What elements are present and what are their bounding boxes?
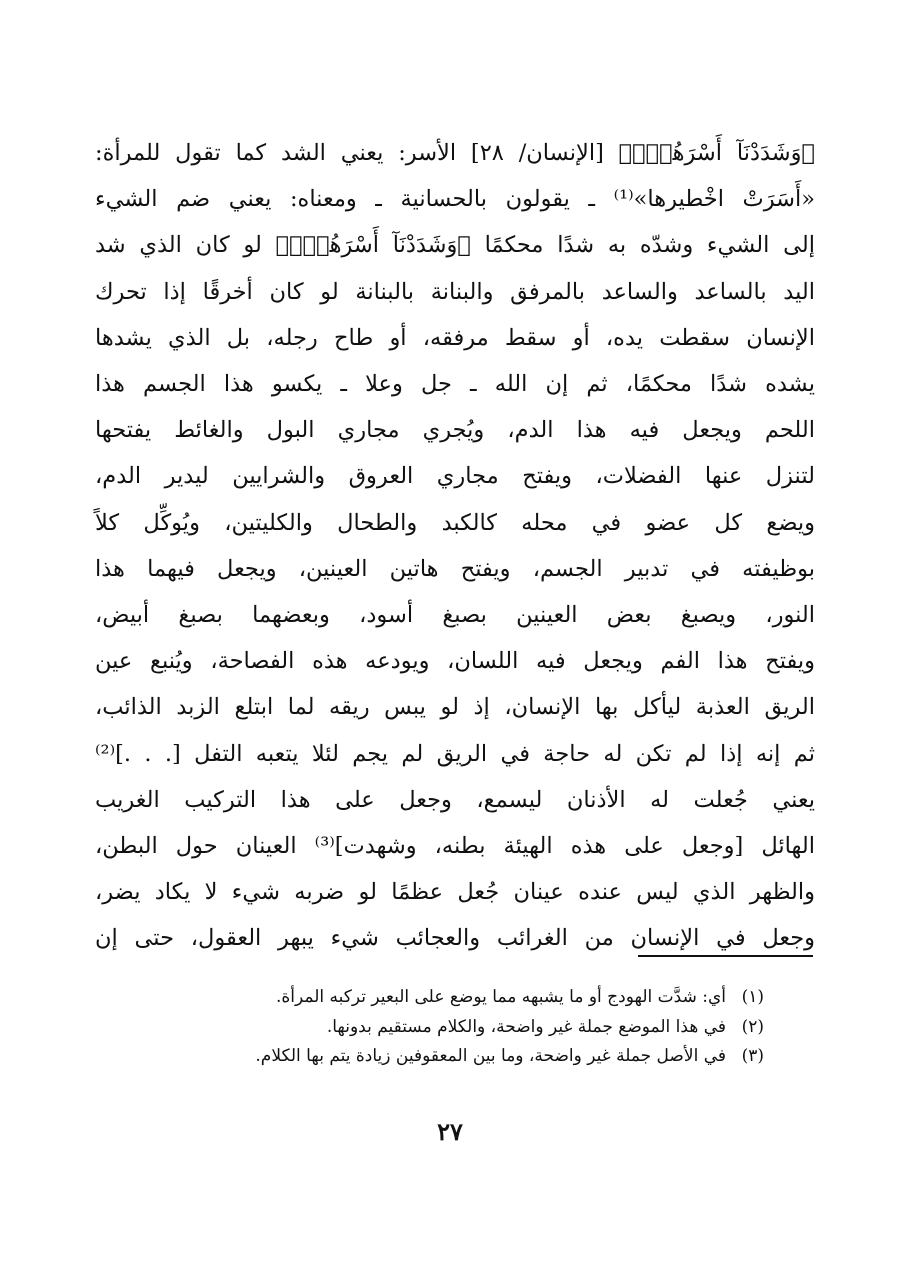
text-line: ويضع كل عضو في محله كالكبد والطحال والكليتين، ويُوكِّل كلاً — [95, 509, 815, 536]
text-line: ﴿وَشَدَدْنَآ أَسْرَهُمْۖ﴾ [الإنسان/ ٢٨] الأسر: يعني الشد كما تقول للمرأة: — [95, 140, 816, 166]
main-text-block — [95, 130, 815, 962]
text-line: اللحم ويجعل فيه هذا الدم، ويُجري مجاري البول والغائط يفتحها — [95, 417, 815, 444]
text-line: الإنسان سقطت يده، أو سقط مرفقه، أو طاح رجله، بل الذي يشدها — [95, 324, 815, 351]
page-number: ٢٧ — [437, 1117, 463, 1146]
footnote-2 — [124, 1013, 764, 1043]
footnote-number: (٢) — [741, 1016, 764, 1037]
text-line: يشده شدًا محكمًا، ثم إن الله ـ جل وعلا ـ يكسو هذا الجسم هذا — [95, 371, 815, 398]
footnote-text: في هذا الموضع جملة غير واضحة، والكلام مستقيم بدونها. — [326, 1016, 726, 1037]
text-line: لتنزل عنها الفضلات، ويفتح مجاري العروق والشرايين ليدير الدم، — [95, 463, 815, 490]
text-line: ثم إنه إذا لم تكن له حاجة في الريق لم يجم لئلا يتعبه التفل [. . .]⁽²⁾ — [95, 740, 815, 767]
text-line: والظهر الذي ليس عنده عينان جُعل عظمًا لو ضربه شيء لا يكاد يضر، — [95, 879, 815, 906]
text-line: بوظيفته في تدبير الجسم، ويفتح هاتين العينين، ويجعل فيهما هذا — [95, 555, 815, 582]
text-line: إلى الشيء وشدّه به شدًا محكمًا ﴿وَشَدَدْنَآ أَسْرَهُمْۖ﴾ لو كان الذي شد — [95, 232, 815, 259]
footnote-3 — [124, 1042, 764, 1072]
footnotes-block — [124, 983, 764, 1072]
text-line: «أَسَرَتْ اخْطيرها»⁽¹⁾ ـ يقولون بالحسانية ـ ومعناه: يعني ضم الشيء — [95, 186, 815, 213]
footnote-separator — [638, 955, 813, 957]
footnote-text: في الأصل جملة غير واضحة، وما بين المعقوفين زيادة يتم بها الكلام. — [255, 1046, 726, 1066]
footnote-text: أي: شدَّت الهودج أو ما يشبهه مما يوضع على البعير تركبه المرأة. — [275, 987, 726, 1007]
text-line: يعني جُعلت له الأذنان ليسمع، وجعل على هذا التركيب الغريب — [95, 786, 815, 813]
footnote-number: (١) — [741, 987, 764, 1007]
text-line: اليد بالساعد والساعد بالمرفق والبنانة بالبنانة لو كان أخرقًا إذا تحرك — [95, 278, 815, 305]
footnote-1 — [124, 983, 764, 1013]
text-line: النور، ويصبغ بعض العينين بصبغ أسود، وبعضهما بصبغ أبيض، — [95, 602, 815, 629]
text-line: وجعل في الإنسان من الغرائب والعجائب شيء يبهر العقول، حتى إن — [95, 925, 815, 952]
text-line: الهائل [وجعل على هذه الهيئة بطنه، وشهدت]⁽³⁾ العينان حول البطن، — [95, 833, 815, 860]
text-line: الريق العذبة ليأكل بها الإنسان، إذ لو يبس ريقه لما ابتلع الزبد الذائب، — [95, 694, 815, 721]
footnote-number: (٣) — [741, 1046, 764, 1066]
text-line: ويفتح هذا الفم ويجعل فيه اللسان، ويودعه هذه الفصاحة، ويُنبع عين — [95, 648, 815, 675]
